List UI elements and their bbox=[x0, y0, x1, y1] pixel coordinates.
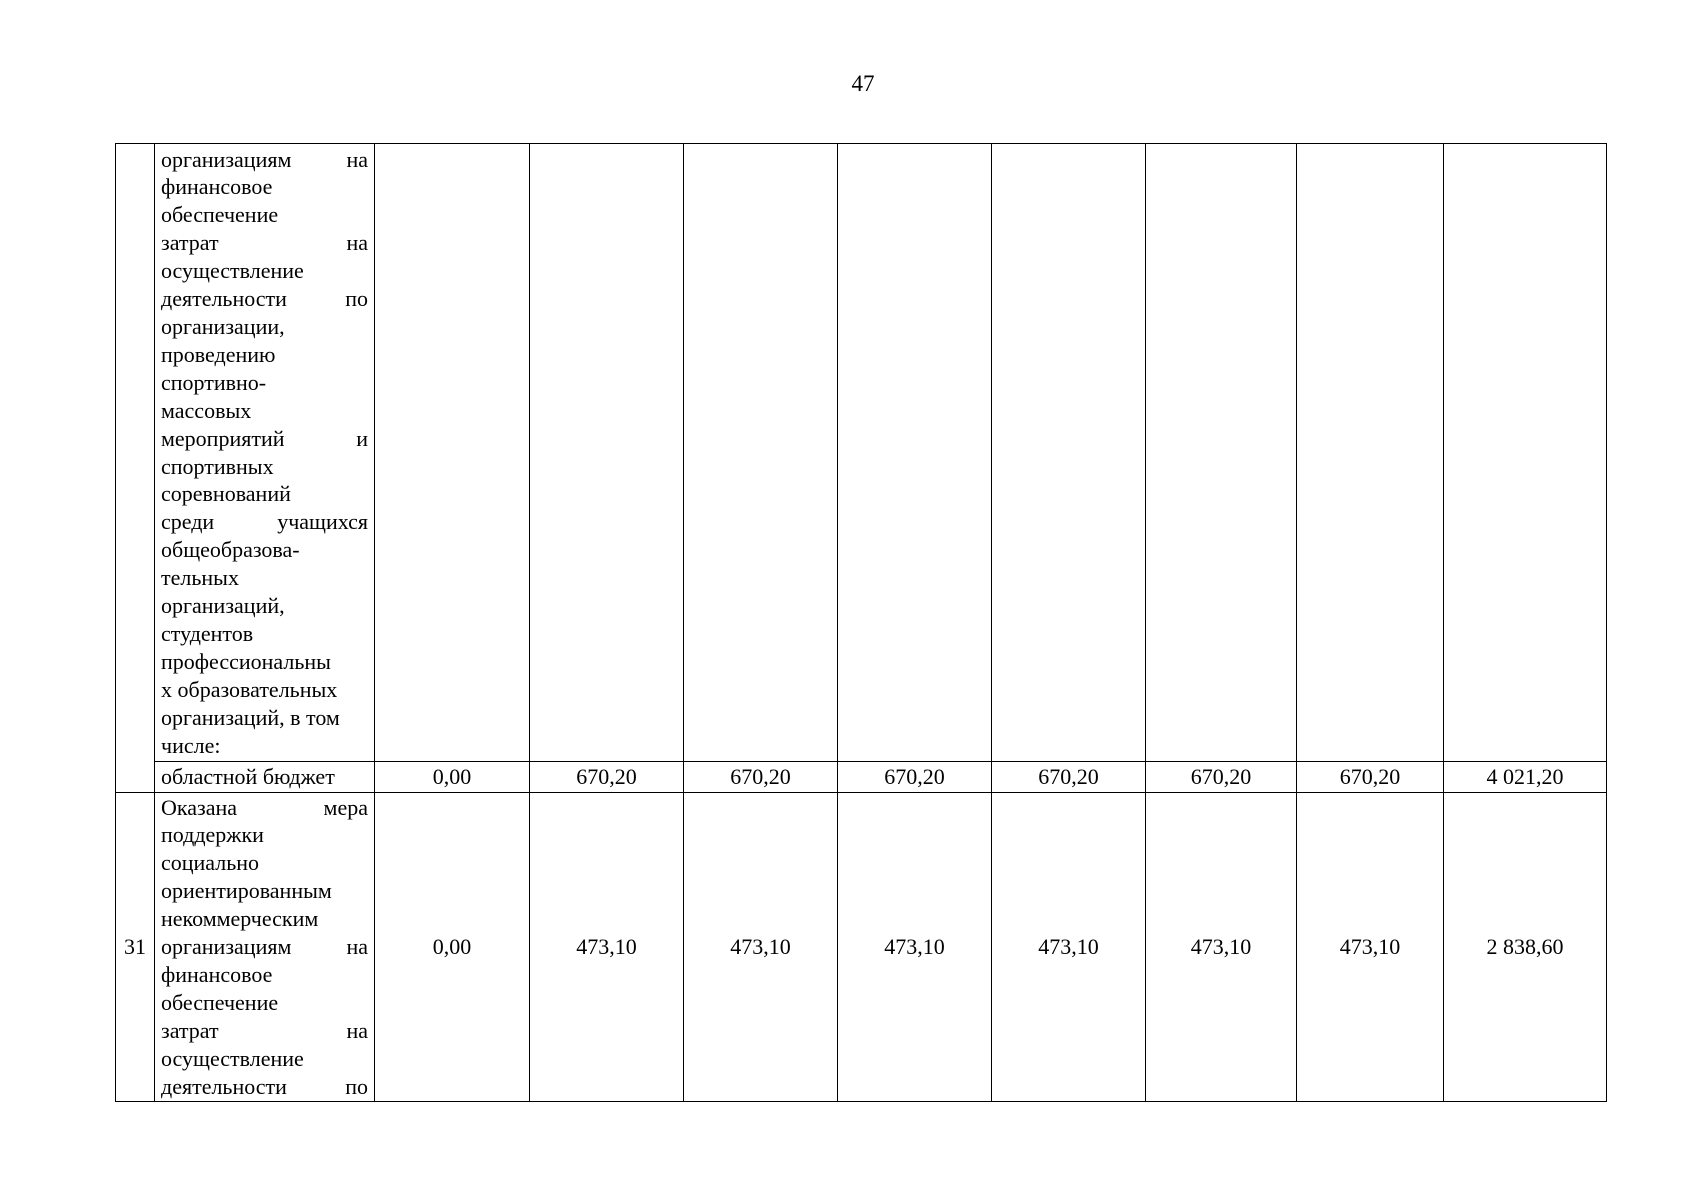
description-word: организации, bbox=[161, 313, 285, 339]
description-word: числе: bbox=[161, 732, 221, 758]
table-row-subtotal bbox=[116, 762, 1607, 793]
description-line bbox=[161, 1017, 368, 1045]
description-line bbox=[161, 257, 368, 285]
description-word: студентов bbox=[161, 620, 254, 646]
description-word: на bbox=[346, 1017, 368, 1043]
description-word: по bbox=[345, 1073, 368, 1099]
description-word: спортивных bbox=[161, 453, 274, 479]
description-word: обеспечение bbox=[161, 202, 279, 228]
description-line bbox=[161, 146, 368, 174]
description-line bbox=[161, 313, 368, 341]
description-word: осуществление bbox=[161, 258, 304, 284]
table-row-31 bbox=[116, 793, 1607, 1102]
description-line bbox=[161, 905, 368, 933]
empty-cell bbox=[1297, 144, 1444, 762]
value-cell: 670,20 bbox=[684, 762, 838, 793]
description-line bbox=[161, 369, 368, 397]
table-row-continued bbox=[116, 144, 1607, 762]
description-line bbox=[161, 620, 368, 648]
description-line bbox=[161, 1045, 368, 1073]
description-text bbox=[161, 794, 368, 1101]
row-number-cell: 31 bbox=[116, 793, 155, 1102]
description-word: мероприятий bbox=[161, 425, 285, 451]
description-word: организаций, bbox=[161, 593, 285, 619]
description-word: Оказана bbox=[161, 794, 238, 820]
description-word: затрат bbox=[161, 1017, 219, 1043]
empty-cell bbox=[375, 144, 530, 762]
description-word: социально bbox=[161, 850, 260, 876]
description-word: организациям bbox=[161, 146, 292, 172]
value-cell: 473,10 bbox=[838, 793, 992, 1102]
description-line bbox=[161, 989, 368, 1017]
description-word: некоммерческим bbox=[161, 906, 319, 932]
value-cell: 473,10 bbox=[1146, 793, 1297, 1102]
description-line bbox=[161, 933, 368, 961]
description-word: обеспечение bbox=[161, 989, 279, 1015]
row-number-cell bbox=[116, 144, 155, 793]
description-word: профессиональны bbox=[161, 648, 331, 674]
description-word: поддержки bbox=[161, 822, 264, 848]
description-word: соревнований bbox=[161, 481, 291, 507]
value-cell: 473,10 bbox=[684, 793, 838, 1102]
empty-cell bbox=[530, 144, 684, 762]
description-line bbox=[161, 877, 368, 905]
description-line bbox=[161, 961, 368, 989]
value-cell: 670,20 bbox=[1297, 762, 1444, 793]
description-line bbox=[161, 229, 368, 257]
description-word: мера bbox=[323, 794, 368, 820]
description-line bbox=[161, 341, 368, 369]
description-word: деятельности bbox=[161, 286, 287, 312]
description-word: на bbox=[346, 146, 368, 172]
description-word: финансовое bbox=[161, 174, 273, 200]
value-cell: 670,20 bbox=[992, 762, 1146, 793]
value-cell: 473,10 bbox=[530, 793, 684, 1102]
empty-cell bbox=[684, 144, 838, 762]
description-line bbox=[161, 173, 368, 201]
value-cell: 473,10 bbox=[1297, 793, 1444, 1102]
description-word: массовых bbox=[161, 397, 252, 423]
empty-cell bbox=[1444, 144, 1607, 762]
value-cell: 0,00 bbox=[375, 793, 530, 1102]
value-cell: 670,20 bbox=[530, 762, 684, 793]
empty-cell bbox=[838, 144, 992, 762]
total-cell: 2 838,60 bbox=[1444, 793, 1607, 1102]
description-text bbox=[161, 146, 368, 760]
description-word: учащихся bbox=[277, 509, 368, 535]
description-line bbox=[161, 676, 368, 704]
value-cell: 473,10 bbox=[992, 793, 1146, 1102]
description-line bbox=[161, 536, 368, 564]
empty-cell bbox=[992, 144, 1146, 762]
description-cell bbox=[155, 144, 375, 762]
description-word: деятельности bbox=[161, 1073, 287, 1099]
description-word: осуществление bbox=[161, 1045, 304, 1071]
description-line bbox=[161, 564, 368, 592]
page-number: 47 bbox=[851, 71, 875, 96]
description-line bbox=[161, 453, 368, 481]
description-word: общеобразова- bbox=[161, 537, 300, 563]
description-line bbox=[161, 397, 368, 425]
description-word: среди bbox=[161, 509, 215, 535]
description-word: ориентированным bbox=[161, 878, 332, 904]
description-word: на bbox=[346, 230, 368, 256]
description-word: х образовательных bbox=[161, 676, 338, 702]
description-word: по bbox=[345, 286, 368, 312]
value-cell: 0,00 bbox=[375, 762, 530, 793]
empty-cell bbox=[1146, 144, 1297, 762]
total-cell: 4 021,20 bbox=[1444, 762, 1607, 793]
value-cell: 670,20 bbox=[1146, 762, 1297, 793]
description-line bbox=[161, 425, 368, 453]
description-word: тельных bbox=[161, 565, 239, 591]
value-cell: 670,20 bbox=[838, 762, 992, 793]
description-word: затрат bbox=[161, 230, 219, 256]
description-word: организаций, в том bbox=[161, 704, 340, 730]
description-word: финансовое bbox=[161, 961, 273, 987]
description-word: на bbox=[346, 934, 368, 960]
description-line bbox=[161, 592, 368, 620]
description-word: спортивно- bbox=[161, 369, 267, 395]
description-line bbox=[161, 732, 368, 760]
subtotal-label: областной бюджет bbox=[155, 762, 375, 793]
description-line bbox=[161, 704, 368, 732]
description-cell bbox=[155, 793, 375, 1102]
description-word: проведению bbox=[161, 341, 276, 367]
description-line bbox=[161, 794, 368, 822]
description-line bbox=[161, 648, 368, 676]
description-line bbox=[161, 480, 368, 508]
description-line bbox=[161, 821, 368, 849]
description-line bbox=[161, 1073, 368, 1101]
description-line bbox=[161, 201, 368, 229]
description-line bbox=[161, 285, 368, 313]
description-line bbox=[161, 849, 368, 877]
description-word: и bbox=[356, 425, 368, 451]
description-line bbox=[161, 508, 368, 536]
budget-table bbox=[115, 143, 1607, 1102]
description-word: организациям bbox=[161, 934, 292, 960]
